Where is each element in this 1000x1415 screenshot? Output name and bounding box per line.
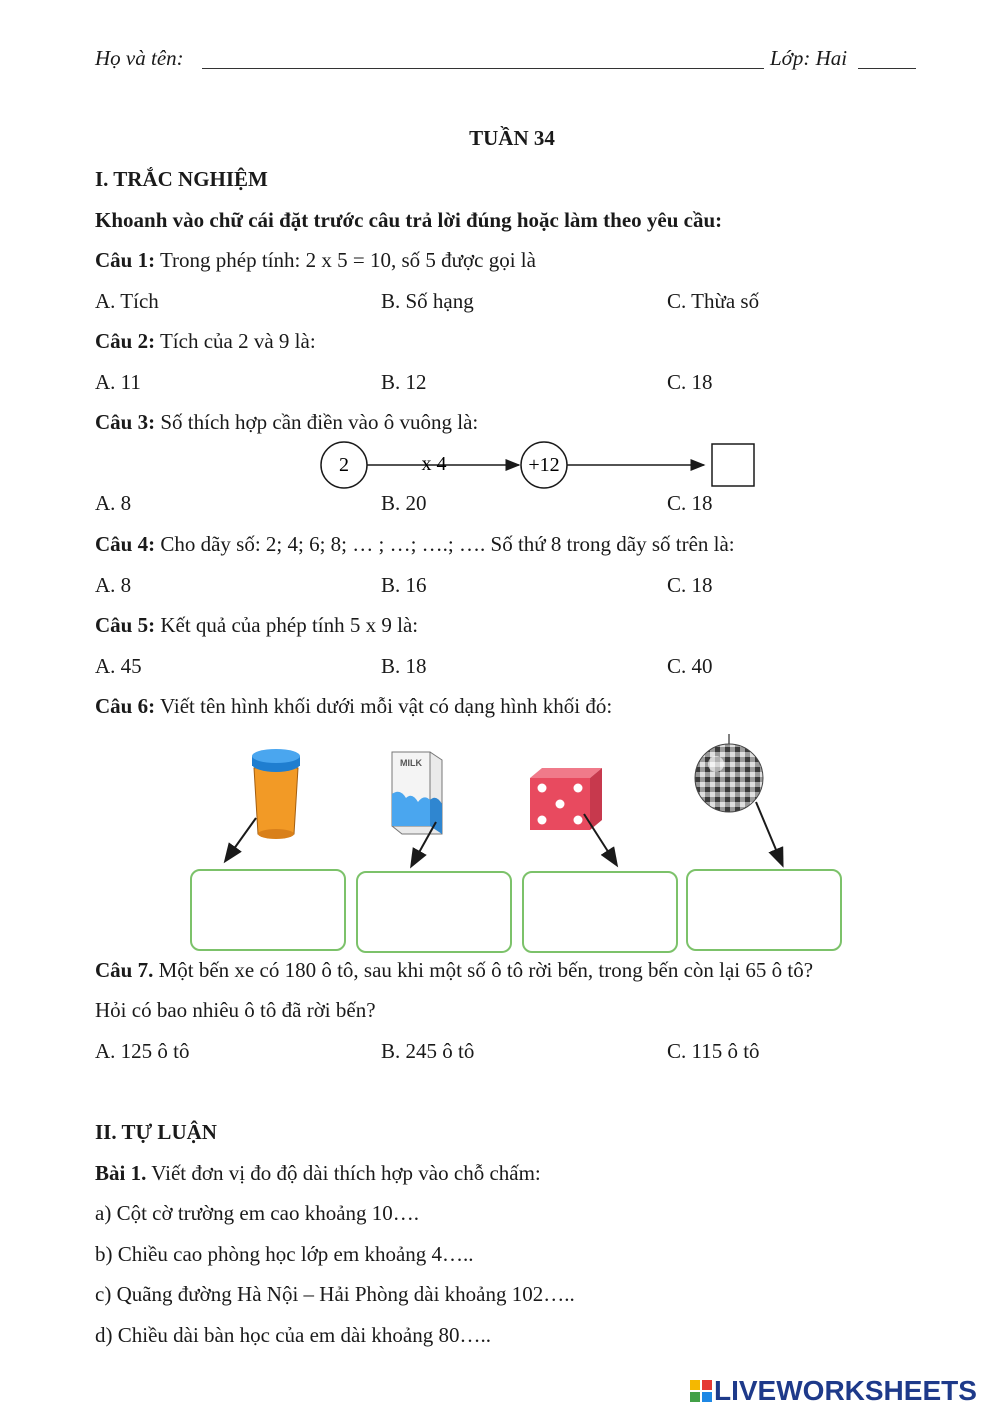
logo-mark-icon — [690, 1380, 712, 1402]
exercise-1-item-b[interactable]: b) Chiều cao phòng học lớp em khoảng 4….. — [95, 1242, 474, 1266]
answer-box-ball[interactable] — [686, 869, 842, 951]
q2-option-a[interactable]: A. 11 — [95, 370, 141, 394]
q1-option-c[interactable]: C. Thừa số — [667, 289, 760, 313]
exercise-1-text: Viết đơn vị đo độ dài thích hợp vào chỗ chấm: — [146, 1161, 541, 1185]
answer-box-milk[interactable] — [356, 871, 512, 953]
question-6 — [95, 694, 612, 719]
q4-option-a[interactable]: A. 8 — [95, 573, 132, 597]
question-4-label: Câu 4: — [95, 532, 156, 556]
question-2-text: Tích của 2 và 9 là: — [155, 329, 316, 353]
class-label: Lớp: Hai — [770, 46, 848, 70]
q3-option-a[interactable]: A. 8 — [95, 491, 132, 515]
section-1-instruction: Khoanh vào chữ cái đặt trước câu trả lời đúng hoặc làm theo yêu cầu: — [95, 208, 723, 232]
question-4 — [95, 532, 735, 557]
q1-option-a[interactable]: A. Tích — [95, 289, 159, 313]
operation-2: +12 — [528, 454, 560, 476]
q1-option-b[interactable]: B. Số hạng — [381, 289, 474, 313]
page-title: TUẦN 34 — [469, 126, 555, 150]
milk-label: MILK — [400, 758, 422, 768]
cup-icon — [252, 749, 300, 839]
exercise-1-item-a[interactable]: a) Cột cờ trường em cao khoảng 10…. — [95, 1201, 420, 1225]
section-2-heading: II. TỰ LUẬN — [95, 1120, 217, 1144]
dice-icon — [530, 768, 602, 830]
q4-option-b[interactable]: B. 16 — [381, 573, 427, 597]
section-1-heading: I. TRẮC NGHIỆM — [95, 167, 268, 191]
question-7-text-2: Hỏi có bao nhiêu ô tô đã rời bến? — [95, 998, 376, 1022]
question-3-text: Số thích hợp cần điền vào ô vuông là: — [155, 410, 479, 434]
operation-1: x 4 — [421, 453, 447, 475]
arrow-cup — [226, 818, 256, 860]
q5-option-c[interactable]: C. 40 — [667, 654, 713, 678]
shapes-illustration — [180, 732, 860, 872]
question-2 — [95, 329, 316, 354]
name-label: Họ và tên: — [95, 46, 184, 70]
question-7-label: Câu 7. — [95, 958, 154, 982]
question-5-label: Câu 5: — [95, 613, 156, 637]
question-7 — [95, 958, 813, 983]
q7-option-a[interactable]: A. 125 ô tô — [95, 1039, 190, 1063]
question-7-text: Một bến xe có 180 ô tô, sau khi một số ô tô rời bến, trong bến còn lại 65 ô tô? — [153, 958, 814, 982]
exercise-1 — [95, 1161, 541, 1186]
question-3-label: Câu 3: — [95, 410, 156, 434]
question-5 — [95, 613, 418, 638]
name-blank-line — [202, 68, 764, 69]
q7-option-b[interactable]: B. 245 ô tô — [381, 1039, 475, 1063]
question-4-text: Cho dãy số: 2; 4; 6; 8; … ; …; ….; …. Số thứ 8 trong dãy số trên là: — [155, 532, 735, 556]
exercise-1-item-d[interactable]: d) Chiều dài bàn học của em dài khoảng 80….. — [95, 1323, 491, 1347]
q7-option-c[interactable]: C. 115 ô tô — [667, 1039, 760, 1063]
q3-diagram — [300, 436, 770, 494]
q2-option-b[interactable]: B. 12 — [381, 370, 427, 394]
answer-box-cup[interactable] — [190, 869, 346, 951]
arrow-ball — [756, 802, 782, 864]
answer-box-dice[interactable] — [522, 871, 678, 953]
question-6-label: Câu 6: — [95, 694, 156, 718]
question-1-text: Trong phép tính: 2 x 5 = 10, số 5 được gọi là — [155, 248, 536, 272]
logo-text: LIVEWORKSHEETS — [714, 1375, 977, 1406]
class-blank-line — [858, 68, 916, 69]
q5-option-b[interactable]: B. 18 — [381, 654, 427, 678]
disco-ball-icon — [695, 734, 763, 812]
question-6-text: Viết tên hình khối dưới mỗi vật có dạng hình khối đó: — [155, 694, 613, 718]
q3-option-c[interactable]: C. 18 — [667, 491, 713, 515]
exercise-1-item-c[interactable]: c) Quãng đường Hà Nội – Hải Phòng dài khoảng 102….. — [95, 1282, 575, 1306]
answer-square[interactable] — [712, 444, 754, 486]
liveworksheets-logo — [690, 1375, 977, 1407]
q3-option-b[interactable]: B. 20 — [381, 491, 427, 515]
q5-option-a[interactable]: A. 45 — [95, 654, 142, 678]
question-2-label: Câu 2: — [95, 329, 156, 353]
start-value: 2 — [339, 454, 349, 476]
milk-carton-icon — [392, 752, 442, 834]
exercise-1-label: Bài 1. — [95, 1161, 147, 1185]
q4-option-c[interactable]: C. 18 — [667, 573, 713, 597]
question-1-label: Câu 1: — [95, 248, 156, 272]
q2-option-c[interactable]: C. 18 — [667, 370, 713, 394]
question-5-text: Kết quả của phép tính 5 x 9 là: — [155, 613, 419, 637]
question-1 — [95, 248, 536, 273]
question-3 — [95, 410, 478, 435]
